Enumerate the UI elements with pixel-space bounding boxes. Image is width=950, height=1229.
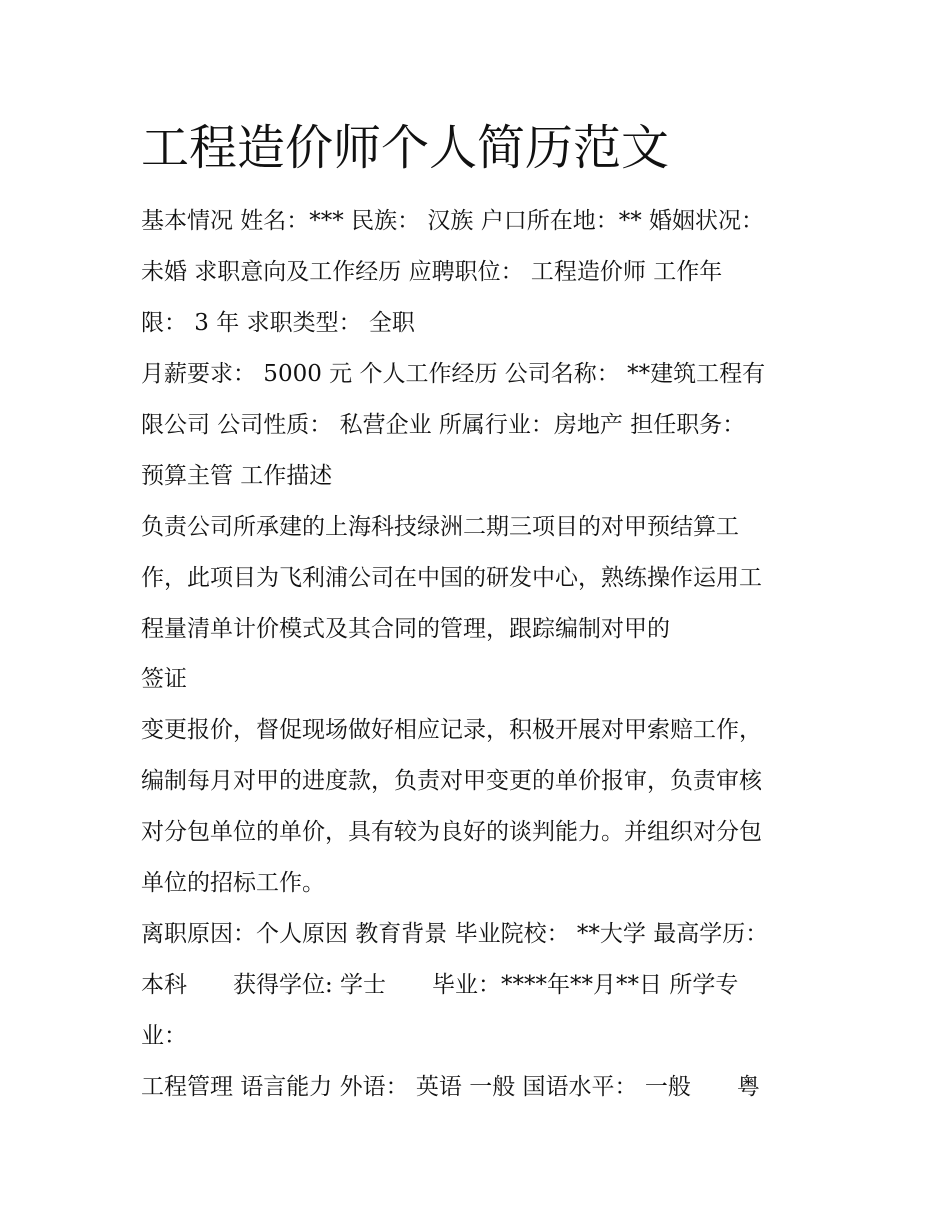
body-line-15: 离职原因：个人原因 教育背景 毕业院校： **大学 最高学历： — [141, 921, 769, 947]
body-line-6: 预算主管 工作描述 — [141, 463, 333, 489]
body-line-5: 限公司 公司性质： 私营企业 所属行业：房地产 担任职务： — [141, 412, 746, 438]
document-title: 工程造价师个人简历范文 — [141, 120, 670, 176]
body-line-2: 未婚 求职意向及工作经历 应聘职位： 工程造价师 工作年 — [141, 259, 723, 285]
body-line-9: 程量清单计价模式及其合同的管理，跟踪编制对甲的 — [141, 616, 670, 642]
body-line-7: 负责公司所承建的上海科技绿洲二期三项目的对甲预结算工 — [141, 514, 739, 540]
body-line-16: 本科 获得学位: 学士 毕业：****年**月**日 所学专 — [141, 972, 739, 998]
body-line-11: 变更报价，督促现场做好相应记录，积极开展对甲索赔工作， — [141, 717, 762, 743]
body-line-12: 编制每月对甲的进度款，负责对甲变更的单价报审，负责审核 — [141, 768, 762, 794]
body-line-3: 限： 3 年 求职类型： 全职 — [141, 310, 415, 336]
body-line-17: 业： — [141, 1023, 187, 1049]
body-line-1: 基本情况 姓名：*** 民族： 汉族 户口所在地：** 婚姻状况： — [141, 208, 765, 234]
body-line-18: 工程管理 语言能力 外语： 英语 一般 国语水平： 一般 粤 — [141, 1074, 760, 1100]
body-line-14: 单位的招标工作。 — [141, 870, 325, 896]
body-line-13: 对分包单位的单价，具有较为良好的谈判能力。并组织对分包 — [141, 819, 762, 845]
body-line-4: 月薪要求： 5000 元 个人工作经历 公司名称： **建筑工程有 — [141, 361, 766, 387]
body-line-8: 作，此项目为飞利浦公司在中国的研发中心，熟练操作运用工 — [141, 565, 762, 591]
body-line-10: 签证 — [141, 666, 187, 692]
